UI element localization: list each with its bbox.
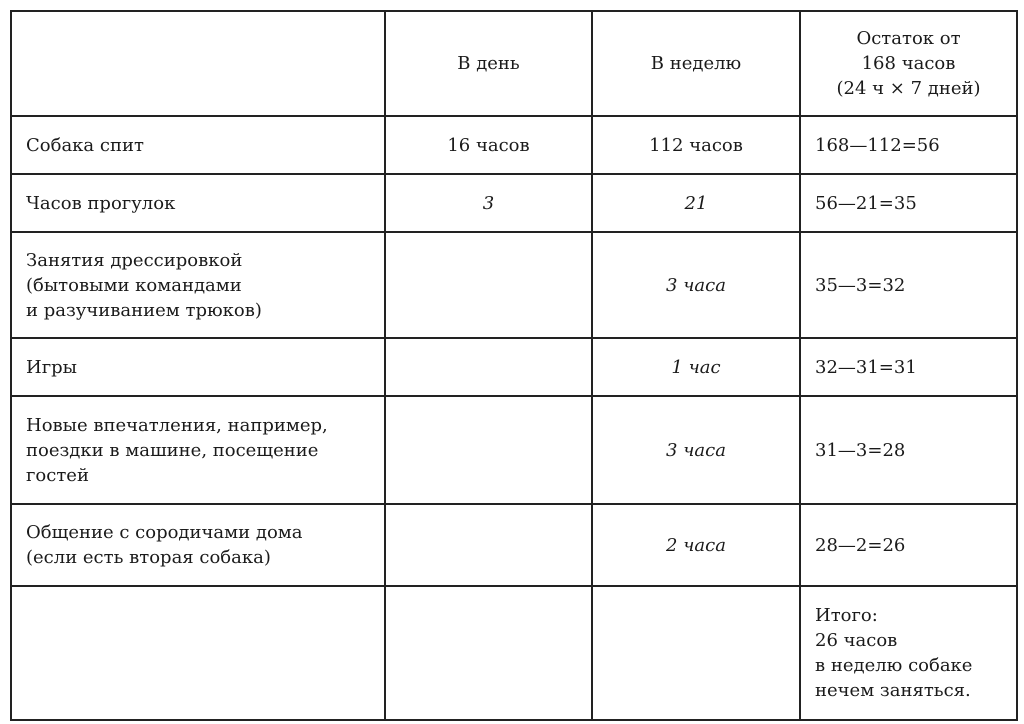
dog-time-table: [10, 10, 1018, 721]
activity-cell: [11, 174, 385, 232]
table-row: [11, 396, 1017, 504]
table-row: [11, 338, 1017, 396]
empty-cell: [385, 586, 592, 720]
total-line: 26 часов: [815, 630, 898, 651]
activity-line: Собака спит: [26, 134, 144, 156]
activity-line: поездки в машине, посещение: [26, 439, 319, 461]
table-header-row: [11, 11, 1017, 116]
table-row: [11, 504, 1017, 586]
total-cell: [800, 586, 1017, 720]
activity-line: Новые впечатления, например,: [26, 414, 328, 436]
per-week-cell: 21: [592, 174, 800, 232]
per-day-cell: [385, 232, 592, 338]
total-line: Итого:: [815, 605, 878, 626]
activity-line: гостей: [26, 464, 89, 486]
activity-cell: [11, 338, 385, 396]
total-row: [11, 586, 1017, 720]
header-activity: [11, 11, 385, 116]
per-week-cell: 112 часов: [592, 116, 800, 174]
table-row: [11, 116, 1017, 174]
schedule-table-frame: [10, 10, 1016, 719]
activity-line: Часов прогулок: [26, 192, 176, 214]
per-day-cell: 16 часов: [385, 116, 592, 174]
activity-line: Игры: [26, 356, 77, 378]
table-row: [11, 174, 1017, 232]
activity-line: (бытовыми командами: [26, 274, 242, 296]
header-per-day: В день: [385, 11, 592, 116]
per-day-cell: [385, 396, 592, 504]
per-week-cell: 2 часа: [592, 504, 800, 586]
activity-cell: [11, 116, 385, 174]
per-week-cell: 3 часа: [592, 232, 800, 338]
remainder-cell: 56—21=35: [800, 174, 1017, 232]
activity-line: (если есть вторая собака): [26, 547, 271, 568]
total-line: нечем заняться.: [815, 680, 971, 701]
activity-cell: [11, 504, 385, 586]
remainder-cell: 28—2=26: [800, 504, 1017, 586]
activity-line: Общение с сородичами дома: [26, 522, 303, 543]
activity-line: Занятия дрессировкой: [26, 249, 243, 271]
remainder-cell: 35—3=32: [800, 232, 1017, 338]
header-per-week: В неделю: [592, 11, 800, 116]
table-row: [11, 232, 1017, 338]
per-week-cell: 1 час: [592, 338, 800, 396]
remainder-cell: 31—3=28: [800, 396, 1017, 504]
header-remainder: [800, 11, 1017, 116]
per-day-cell: 3: [385, 174, 592, 232]
per-week-cell: 3 часа: [592, 396, 800, 504]
total-line: в неделю собаке: [815, 655, 973, 676]
activity-line: и разучиванием трюков): [26, 299, 262, 321]
empty-cell: [11, 586, 385, 720]
empty-cell: [592, 586, 800, 720]
header-remainder-line: (24 ч × 7 дней): [836, 78, 981, 99]
header-remainder-line: Остаток от: [856, 28, 961, 49]
per-day-cell: [385, 338, 592, 396]
activity-cell: [11, 396, 385, 504]
activity-cell: [11, 232, 385, 338]
per-day-cell: [385, 504, 592, 586]
remainder-cell: 168—112=56: [800, 116, 1017, 174]
header-remainder-line: 168 часов: [861, 53, 956, 74]
remainder-cell: 32—31=31: [800, 338, 1017, 396]
